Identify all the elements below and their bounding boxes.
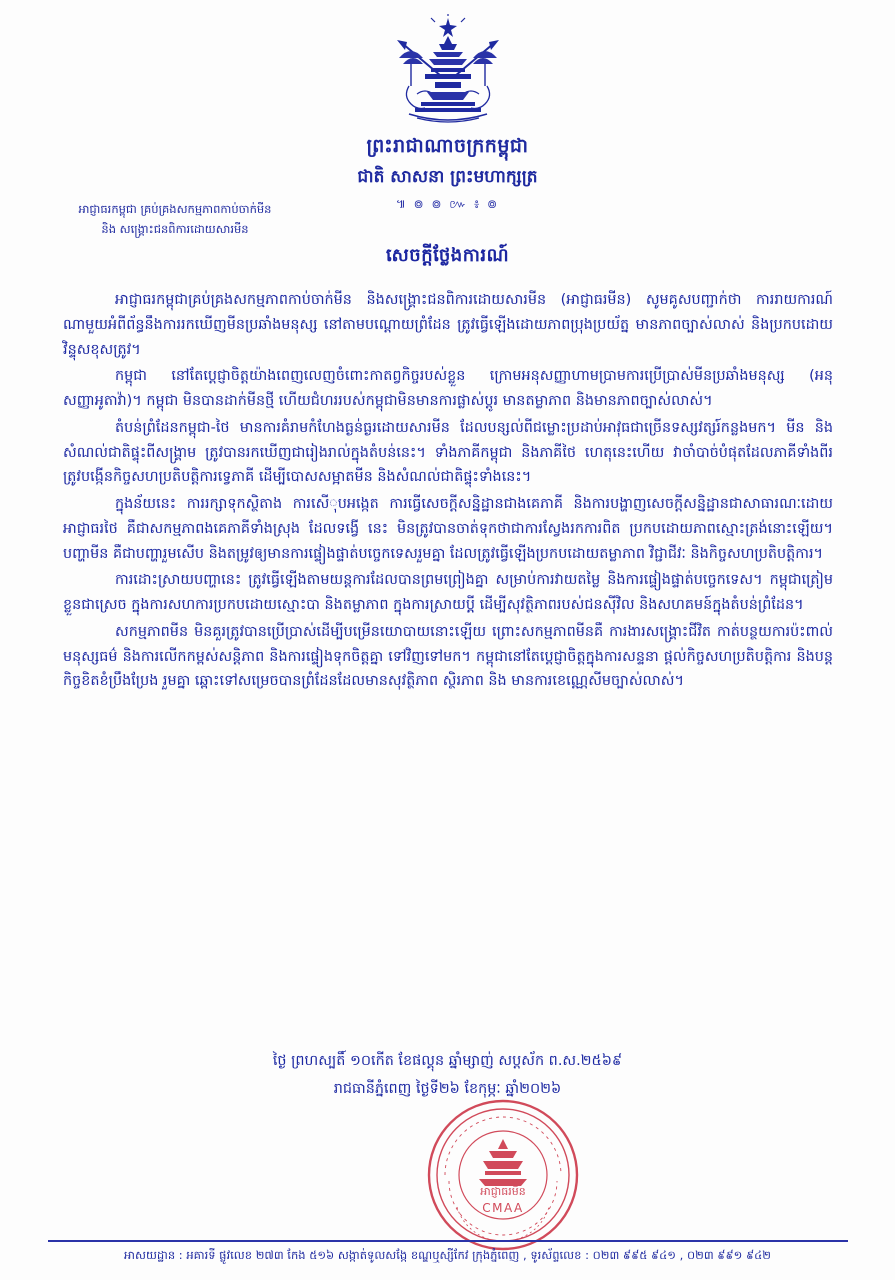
- seal-inner-text: អាជ្ញាធរមីន: [480, 1185, 526, 1198]
- emblem-container: [0, 14, 895, 134]
- paragraph: អាជ្ញាធរកម្ពុជាគ្រប់គ្រងសកម្មភាពកាប់ចាក់មីន និងសង្គ្រោះជនពិការដោយសារមីន (អាជ្ញាធរមីន) សូមគូសបញ្ជាក់ថា ការរាយការណ៍ណាមួយអំពីព័ន្ធនឹងការរកឃើញមីនប្រឆាំងមនុស្ស នៅតាមបណ្ដោយព្រំដែន ត្រូវធ្វើឡើងដោយភាពប្រុងប្រយ័ត្ន មានភាពច្បាស់លាស់ និងប្រកបដោយវិន្ទុសខុសត្រូវ។: [63, 292, 833, 358]
- ornament-divider: ៕ ៙ ៙ ៚ ៖ ៙: [395, 197, 500, 211]
- footer-address: អាសយដ្ឋាន : អគារទី ផ្លូវលេខ ២៧៣ កែង ៥១៦ សង្កាត់ទូលសង្កែ ខណ្ឌឬស្សីកែវ ក្រុងភ្នំពេញ , ទូរស័ព្ទលេខ : ០២៣ ៩៩៥ ៩៤១ , ០២៣ ៩៩១ ៩៤២: [124, 1248, 771, 1262]
- paragraph: សកម្មភាពមីន មិនគួរត្រូវបានប្រើប្រាស់ដើម្បីបម្រើនយោបាយនោះឡើយ ព្រោះសកម្មភាពមីនគឺ ការងារសង្គ្រោះជីវិត កាត់បន្ថយការប៉ះពាល់មនុស្សធម៌ និងការលើកកម្ពស់សន្តិភាព និងការផ្ទៀងទុកចិត្តគ្នា ទៅវិញទៅមក។ កម្ពុជានៅតែប្ដេជ្ញាចិត្តក្នុងការសន្ទនា ផ្ដល់កិច្ចសហប្រតិបត្តិការ និងបន្តកិច្ចខិតខំប្រឹងប្រែង រួមគ្នា ឆ្ពោះទៅសម្រេចបានព្រំដែនដែលមានសុវត្ថិភាព ស្ថិរភាព និង មានការខេណ្ណេសីមច្បាស់លាស់។: [63, 623, 833, 690]
- seal-acronym: CMAA: [482, 1201, 524, 1215]
- date-line-gregorian: រាជធានីភ្នំពេញ ថ្ងៃទី២៦ ខែកុម្ភៈ ឆ្នាំ២០២៦: [333, 1081, 562, 1097]
- ministry-line-2: និង សង្គ្រោះជនពិការដោយសារមីន: [101, 221, 249, 236]
- nation-motto: ជាតិ សាសនា ព្រះមហាក្សត្រ: [357, 167, 538, 187]
- date-line-lunar: ថ្ងៃ ព្រហស្បតិ៍ ១០កើត ខែផល្គុន ឆ្នាំម្សាញ់ សប្តស័ក ព.ស.២៥៦៩: [272, 1053, 623, 1069]
- page-title: សេចក្តីថ្លែងការណ៍: [385, 245, 510, 266]
- official-round-seal-icon: [423, 1095, 583, 1255]
- ministry-line-1: អាជ្ញាធរកម្ពុជា គ្រប់គ្រងសកម្មភាពកាប់ចាក់មីន: [78, 202, 272, 216]
- kingdom-title: ព្រះរាជាណាចក្រកម្ពុជា: [366, 135, 529, 157]
- paragraph: តំបន់ព្រំដែនកម្ពុជា-ថៃ មានការគំរាមកំហែងធ្ងន់ធ្ងរដោយសារមីន ដែលបន្សល់ពីជម្លោះប្រដាប់អាវុធជាច្រើនទស្សវត្សរ៍កន្លងមក។ មីន និងសំណល់ជាតិផ្ទុះពីសង្គ្រាម ត្រូវបានរកឃើញជារៀងរាល់ក្នុងតំបន់នេះ។ ទាំងភាគីកម្ពុជា និងភាគីថៃ ហេតុនេះហើយ វាចាំបាច់បំផុតដែលភាគីទាំងពីរ ត្រូវបង្កើនកិច្ចសហប្រតិបត្តិការទេ្វភាគី ដើម្បីបោសសម្អាតមីន និងសំណល់ជាតិផ្ទុះទាំងនេះ។: [63, 419, 833, 486]
- paragraph: ក្នុងន័យនេះ ការរក្សាទុកស្ថិតាង ការសើុបអង្កេត ការធ្វើសេចក្តីសន្និដ្ឋានជាងគេភាគី និងការបង្ហាញសេចក្ដីសន្និដ្ឋានជាសាធារណៈដោយអាជ្ញាធរថៃ គឺជាសកម្មភាពងគេភាគីទាំងស្រុង ដែលទង្វើ នេះ មិនត្រូវបានចាត់ទុកថាជាការស្វែងរកការពិត ប្រកបដោយភាពស្មោះត្រង់នោះឡើយ។ បញ្ហាមីន គឺជាបញ្ហារួមសេីប និងតម្រូវឲ្យមានការផ្ទៀងផ្ទាត់បច្ចេកទេសរួមគ្នា ដែលត្រូវធ្វើឡើងប្រកបដោយតម្លាភាព វិជ្ជាជីវៈ និងកិច្ចសហប្រតិបត្តិការ។: [63, 496, 833, 562]
- ministry-heading: [40, 200, 310, 239]
- cambodia-royal-emblem-icon: [373, 14, 523, 126]
- paragraph: ការដោះស្រាយបញ្ហានេះ ត្រូវធ្វើឡើងតាមយន្តការដែលបានព្រមព្រៀងគ្នា សម្រាប់ការវាយតម្លៃ និងការផ្ទៀងផ្ទាត់បច្ចេកទេស។ កម្ពុជាត្រៀមខ្លួនជាស្រេច ក្នុងការសហការប្រកបដោយស្មោះបា និងតម្លាភាព ក្នុងការស្រាយប្ក្តី ដើម្បីសុវត្ថិភាពរបស់ជនស៊ីវិល និងសហគមន៍ក្នុងតំបន់ព្រំដែន។: [63, 572, 833, 614]
- paragraph: កម្ពុជា នៅតែប្ដេជ្ញាចិត្តយ៉ាងពេញលេញចំពោះកាតព្វកិច្ចរបស់ខ្លួន ក្រោមអនុសញ្ញាហាមប្រាមការប្រើប្រាស់មីនប្រឆាំងមនុស្ស (អនុសញ្ញាអូតាវ៉ា)។ កម្ពុជា មិនបានដាក់មីនថ្មី ហើយជំហររបស់កម្ពុជាមិនមានការផ្លាស់ប្ដូរ មានតម្លាភាព និងមានភាពច្បាស់លាស់។: [63, 368, 833, 410]
- footer-divider: [48, 1240, 848, 1242]
- document-body: [63, 288, 833, 694]
